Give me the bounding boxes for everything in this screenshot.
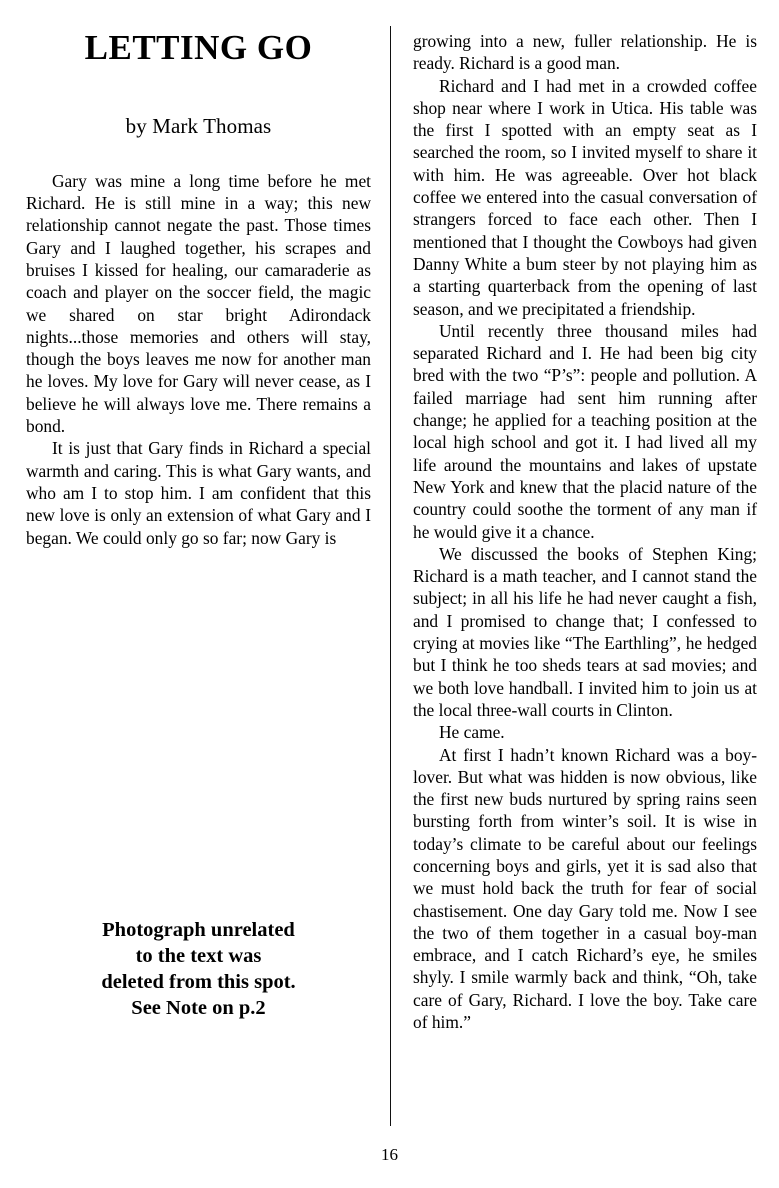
- page-title: LETTING GO: [84, 28, 313, 67]
- paragraph: He came.: [439, 722, 505, 743]
- right-column-body: [413, 30, 757, 1033]
- paragraph: Richard and I had met in a crowded coffee shop near where I work in Utica. His table was the first I spotted with an empty seat as I searched the room, so I invited myself to share it with him. He was agreeable. Over hot black coffee we entered into the casual conversation of strangers forced to face each other. Then I mentioned that I thought the Cowboys had given Danny White a bum steer by not playing him as a starting quarterback from the opening of last season, and we precipitated a friendship.: [413, 75, 757, 319]
- paragraph: We discussed the books of Stephen King; Richard is a math teacher, and I cannot stand the subject; in all his life he had never caught a fish, and I promised to change that; I confessed to crying at movies like “The Earthling”, he hedged but I think he too sheds tears at sad movies; and we both love handball. I invited him to join us at the local three-wall courts in Clinton.: [413, 543, 757, 720]
- photo-notice-line: deleted from this spot.: [101, 971, 296, 993]
- paragraph: Gary was mine a long time before he met Richard. He is still mine in a way; this new relationship cannot negate the past. Those times Gary and I laughed together, his scrapes and bruises I kissed for healing, our camaraderie as coach and player on the soccer field, the magic we shared on star bright Adirondack nights...those memories and others will stay, though the boys leaves me now for another man he loves. My love for Gary will never cease, as I believe he will always love me. There remains a bond.: [26, 170, 371, 437]
- photo-notice-line: Photograph unrelated: [102, 919, 295, 941]
- left-column-body: [26, 139, 371, 549]
- right-column: [413, 30, 757, 1033]
- column-divider-rule: [390, 26, 391, 1126]
- byline: by Mark Thomas: [125, 113, 272, 138]
- paragraph: At first I hadn’t known Richard was a boy-lover. But what was hidden is now obvious, like the first new buds nurtured by spring rains seen bursting forth from winter’s soil. It is wise in today’s climate to be careful about our feelings concerning boys and girls, yet it is sad also that we must hold back the truth for fear of social chastisement. One day Gary told me. Now I see the two of them together in a casual boy-man embrace, and I catch Richard’s eye, he smiles shyly. I smile warmly back and think, “Oh, take care of Gary, Richard. I love the boy. Take care of him.”: [413, 744, 757, 1033]
- photo-removed-notice: [26, 917, 371, 1021]
- page-number: 16: [381, 1145, 398, 1164]
- paragraph: It is just that Gary finds in Richard a special warmth and caring. This is what Gary wants, and who am I to stop him. I am confident that this new love is only an extension of what Gary and I began. We could only go so far; now Gary is: [26, 438, 371, 548]
- photo-notice-line: to the text was: [135, 945, 262, 967]
- left-column: [26, 26, 371, 549]
- paragraph: Until recently three thousand miles had separated Richard and I. He had been big city bred with the two “P’s”: people and pollution. A failed marriage had sent him running after change; he applied for a teaching position at the local high school and got it. I had lived all my life around the mountains and lakes of upstate New York and knew that the placid nature of the country could soothe the torment of any man if he would give it a chance.: [413, 320, 757, 542]
- photo-notice-line: See Note on p.2: [131, 997, 266, 1019]
- paragraph: growing into a new, fuller relationship. He is ready. Richard is a good man.: [413, 31, 757, 74]
